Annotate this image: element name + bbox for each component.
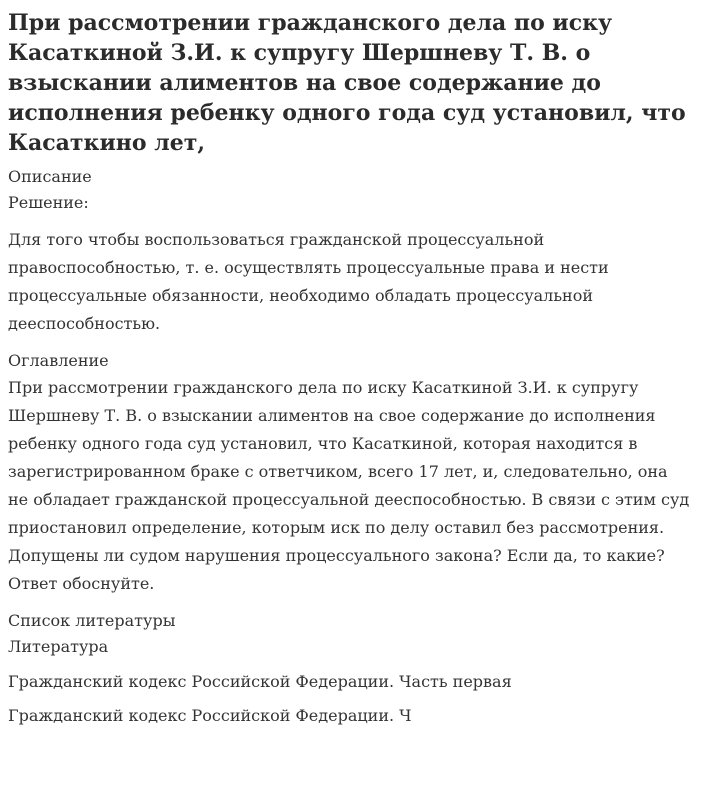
toc-text: При рассмотрении гражданского дела по иску Касаткиной З.И. к супругу Шершневу Т. В. о взыскании алиментов на свое содержание до исполнения ребенку одного года суд установил, что Касаткиной, которая находится в зарегистрированном браке с ответчиком, всего 17 лет, и, следовательно, она не обладает гражданской процессуальной дееспособностью. В связи с этим суд приостановил определение, которым иск по делу оставил без рассмотрения. Допущены ли судом нарушения процессуального закона? Если да, то какие? Ответ обоснуйте. [8, 378, 690, 593]
description-label: Описание [8, 167, 92, 186]
reference-item: Гражданский кодекс Российской Федерации. Ч [8, 706, 412, 725]
solution-label: Решение: [8, 193, 89, 212]
literature-label: Литература [8, 637, 109, 656]
toc-label: Оглавление [8, 351, 109, 370]
page-title: При рассмотрении гражданского дела по иску Касаткиной З.И. к супругу Шершневу Т. В. о взыскании алиментов на свое содержание до исполнения ребенку одного года суд установил, что Касаткино лет, [8, 10, 686, 156]
references-label: Список литературы [8, 611, 176, 630]
reference-item: Гражданский кодекс Российской Федерации. Часть первая [8, 672, 512, 691]
solution-text: Для того чтобы воспользоваться гражданской процессуальной правоспособностью, т. е. осуществлять процессуальные права и нести процессуальные обязанности, необходимо обладать процессуальной дееспособностью. [8, 230, 609, 333]
